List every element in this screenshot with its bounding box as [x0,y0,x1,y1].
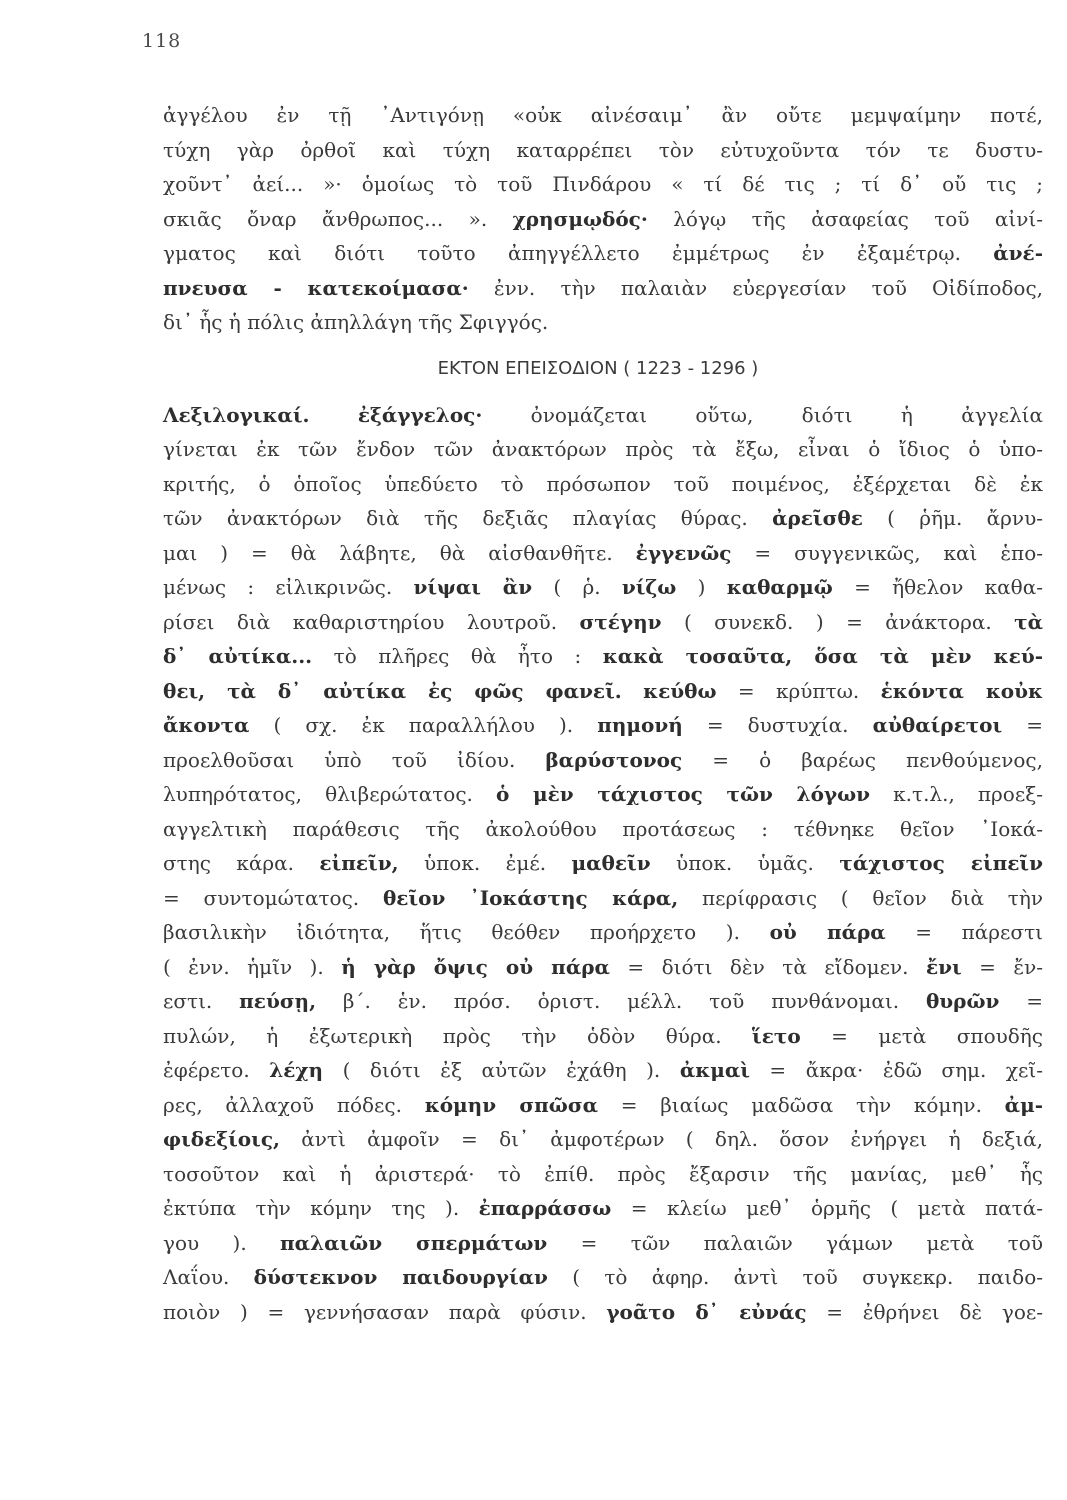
text-fragment: ( ῥ. [532,575,622,599]
text-fragment: εστι. [163,989,240,1013]
text-line [163,1157,1043,1192]
text-fragment: πυλών, ἡ ἐξωτερικὴ πρὸς τὴν ὁδὸν θύρα. [163,1023,753,1048]
text-fragment: ( ῥῆμ. ἄρνυ- [862,506,1043,530]
bold-term: μαθεῖν [571,851,651,875]
text-fragment: γίνεται ἐκ τῶν ἔνδον τῶν ἀνακτόρων πρὸς τὰ ἔξω, εἶναι ὁ ἴδιος ὁ ὑπο- [163,437,1043,461]
bold-term: παλαιῶν σπερμάτων [280,1230,548,1255]
text-fragment: τοσοῦτον καὶ ἡ ἀριστερά· τὸ ἐπίθ. πρὸς ἔξαρσιν τῆς μανίας, μεθ᾿ ἧς [163,1161,1043,1186]
text-fragment: γου ). [163,1230,281,1255]
bold-term: ἀμ- [1004,1092,1044,1117]
bold-term: ἀνέ- [993,241,1043,265]
text-fragment: ρες, ἀλλαχοῦ πόδες. [163,1092,425,1117]
text-line [163,236,1043,271]
bold-term: τὰ [1014,609,1043,634]
text-fragment: στης κάρα. [163,851,320,875]
text-fragment: = ἄκρα· ἐδῶ σημ. χεῖ- [749,1058,1044,1082]
text-fragment: = [1002,713,1044,737]
text-line [163,708,1043,743]
bold-term: νίζω [621,575,677,599]
text-fragment: ) [676,575,727,599]
bold-term: θυρῶν [925,989,1000,1013]
bold-term: πημονή [597,713,683,737]
text-line [163,605,1043,640]
text-fragment: ὑποκ. ἐμέ. [398,851,572,875]
text-fragment: γματος καὶ διότι τοῦτο ἀπηγγέλλετο ἐμμέτρως ἐν ἐξαμέτρῳ. [163,241,994,265]
text-fragment: βασιλικὴν ἰδιότητα, ἥτις θεόθεν προήρχετο ). [163,920,770,944]
text-fragment: μένως : εἰλικρινῶς. [163,575,414,599]
text-fragment: Λαΐου. [163,1265,254,1289]
text-fragment: λυπηρότατος, θλιβερώτατος. [163,782,496,806]
bold-term: δ᾿ αὐτίκα... [163,644,313,668]
bold-term: τάχιστος εἰπεῖν [839,851,1043,875]
bold-term: ἐξάγγελος· [357,402,483,427]
text-fragment: μαι ) = θὰ λάβητε, θὰ αἰσθανθῆτε. [163,540,636,565]
text-fragment: ἐνν. τὴν παλαιὰν εὐεργεσίαν τοῦ Οἰδίποδος, [468,275,1044,300]
bold-term: γοᾶτο δ᾿ εὐνάς [606,1299,807,1324]
text-fragment: ( ἐνν. ἡμῖν ). [163,954,342,979]
text-fragment: ποιὸν ) = γεννήσασαν παρὰ φύσιν. [163,1299,607,1324]
text-line [163,1053,1043,1088]
text-line [163,467,1043,502]
bold-term: ἔνι [925,954,962,979]
text-fragment: = ἐθρήνει δὲ γοε- [806,1299,1043,1324]
text-fragment: δι᾿ ἧς ἡ πόλις ἀπηλλάγη τῆς Σφιγγός. [163,310,549,334]
text-line [163,1226,1043,1261]
text-fragment: ἀγγέλου ἐν τῇ ᾿Αντιγόνῃ «οὐκ αἰνέσαιμ᾿ ἂν οὔτε μεμψαίμην ποτέ, [163,103,1043,127]
bold-term: καθαρμῷ [726,575,833,599]
bold-term: ἐγγενῶς [635,540,732,565]
text-fragment: κριτής, ὁ ὁποῖος ὑπεδύετο τὸ πρόσωπον τοῦ ποιμένος, ἐξέρχεται δὲ ἐκ [163,471,1043,496]
text-line [163,1260,1043,1295]
bold-term: ἄκοντα [163,713,250,737]
text-fragment: τῶν ἀνακτόρων διὰ τῆς δεξιᾶς πλαγίας θύρας. [163,506,773,530]
text-fragment: = κρύπτω. [716,678,881,703]
page-body [163,98,1043,1329]
bold-term: οὐ πάρα [769,920,886,944]
text-fragment: = ἤθελον καθα- [832,575,1043,599]
text-line [163,915,1043,950]
text-line [163,1122,1043,1157]
bold-term: ἀκμαὶ [679,1058,750,1082]
bold-term: θει, τὰ δ᾿ αὐτίκα ἐς φῶς φανεῖ. [163,678,622,703]
text-fragment: ( συνεκδ. ) = ἀνάκτορα. [661,609,1015,634]
bold-term: κεύθω [643,678,717,703]
text-line [163,1019,1043,1054]
text-fragment: = βιαίως μαδῶσα τὴν κόμην. [598,1092,1005,1117]
bold-term: φιδεξίοις, [163,1127,280,1151]
bold-term: κόμην σπῶσα [424,1092,598,1117]
bold-term: πεύσῃ, [239,989,317,1013]
bold-term: νίψαι ἂν [413,575,533,599]
bold-term: ἡ γὰρ ὄψις οὐ πάρα [341,954,610,979]
bold-term: ἵετο [752,1023,801,1048]
text-fragment: = μετὰ σπουδῆς [800,1023,1043,1048]
section-heading: ΕΚΤΟΝ ΕΠΕΙΣΟΔΙΟΝ ( 1223 - 1296 ) [437,357,759,379]
text-fragment: χοῦντ᾿ ἀεί... »· ὁμοίως τὸ τοῦ Πινδάρου « τί δέ τις ; τί δ᾿ οὔ τις ; [163,172,1043,196]
page-number: 118 [142,30,182,52]
text-fragment: = συγγενικῶς, καὶ ἑπο- [731,540,1043,565]
text-fragment: = συντομώτατος. [163,885,383,910]
text-line [163,305,1043,340]
text-fragment: = κλείω μεθ᾿ ὁρμῆς ( μετὰ πατά- [611,1196,1043,1220]
text-fragment: τύχη γὰρ ὀρθοῖ καὶ τύχη καταρρέπει τὸν εὐτυχοῦντα τόν τε δυστυ- [163,137,1043,162]
text-line [163,674,1043,709]
text-fragment: β΄. ἑν. πρόσ. ὁριστ. μέλλ. τοῦ πυνθάνομαι. [316,989,926,1013]
bold-term: λέχη [269,1058,324,1082]
text-fragment: λόγῳ τῆς ἀσαφείας τοῦ αἰνί- [647,206,1043,231]
text-line [163,984,1043,1019]
text-fragment [309,403,357,427]
text-fragment: ( σχ. ἐκ παραλλήλου ). [249,713,598,737]
text-fragment: = ἔν- [961,954,1044,979]
text-line [163,98,1043,133]
paragraph-commentary-end [163,98,1043,340]
text-line [163,536,1043,571]
bold-term: ἐπαρράσσω [478,1196,612,1220]
bold-term: θεῖον ᾿Ιοκάστης κάρα, [382,885,679,910]
bold-term: πνευσα - κατεκοίμασα· [163,275,469,300]
text-fragment: προελθοῦσαι ὑπὸ τοῦ ἰδίου. [163,747,546,772]
text-fragment: κ.τ.λ., προεξ- [870,782,1043,806]
text-fragment: τὸ πλῆρες θὰ ἦτο : [312,644,603,668]
bold-term: Λεξιλογικαί. [163,402,310,427]
bold-term: ἑκόντα κοὐκ [880,678,1044,703]
text-line [163,1295,1043,1330]
text-fragment: ρίσει διὰ καθαριστηρίου λουτροῦ. [163,609,580,634]
text-fragment: = τῶν παλαιῶν γάμων μετὰ τοῦ [547,1230,1043,1255]
text-fragment: ἐκτύπα τὴν κόμην της ). [163,1196,479,1220]
text-line [163,950,1043,985]
bold-term: εἰπεῖν, [319,851,399,875]
text-line [163,432,1043,467]
text-fragment: σκιᾶς ὄναρ ἄνθρωπος... ». [163,206,513,231]
bold-term: χρησμῳδός· [512,206,648,231]
text-line [163,570,1043,605]
text-fragment: περίφρασις ( θεῖον διὰ τὴν [678,885,1044,910]
bold-term: δύστεκνον παιδουργίαν [253,1265,548,1289]
text-fragment: ὀνομάζεται οὕτω, διότι ἡ ἀγγελία [482,402,1044,427]
text-line [163,501,1043,536]
text-fragment: ὑποκ. ὑμᾶς. [650,851,840,875]
text-fragment: ( τὸ ἀφηρ. ἀντὶ τοῦ συγκεκρ. παιδο- [547,1265,1043,1289]
text-fragment: ἐφέρετο. [163,1058,270,1082]
text-fragment: = πάρεστι [885,920,1043,944]
bold-term: αὐθαίρετοι [872,713,1003,737]
bold-term: στέγην [579,609,662,634]
text-fragment: ( διότι ἐξ αὐτῶν ἐχάθη ). [323,1058,680,1082]
text-fragment [622,679,643,703]
text-fragment: = δυστυχία. [682,713,873,737]
text-line [163,1088,1043,1123]
bold-term: βαρύστονος [545,747,683,772]
text-line [163,271,1043,306]
text-line [163,398,1043,433]
text-fragment: = ὁ βαρέως πενθούμενος, [682,747,1043,772]
text-line [163,812,1043,847]
text-fragment: = διότι δὲν τὰ εἴδομεν. [609,954,926,979]
text-line [163,846,1043,881]
text-fragment: = [999,989,1043,1013]
text-line [163,133,1043,168]
text-fragment: αγγελτικὴ παράθεσις τῆς ἀκολούθου προτάσεως : τέθνηκε θεῖον ᾿Ιοκά- [163,816,1043,841]
text-line [163,639,1043,674]
text-line [163,1191,1043,1226]
bold-term: κακὰ τοσαῦτα, ὅσα τὰ μὲν κεύ- [602,644,1043,668]
text-line [163,743,1043,778]
paragraph-vocabulary [163,398,1043,1330]
text-line [163,777,1043,812]
text-fragment: ἀντὶ ἀμφοῖν = δι᾿ ἀμφοτέρων ( δηλ. ὅσον ἐνήργει ἡ δεξιά, [279,1127,1043,1151]
text-line [163,881,1043,916]
bold-term: ἀρεῖσθε [772,506,863,530]
bold-term: ὁ μὲν τάχιστος τῶν λόγων [495,782,871,806]
text-line [163,167,1043,202]
text-line [163,202,1043,237]
